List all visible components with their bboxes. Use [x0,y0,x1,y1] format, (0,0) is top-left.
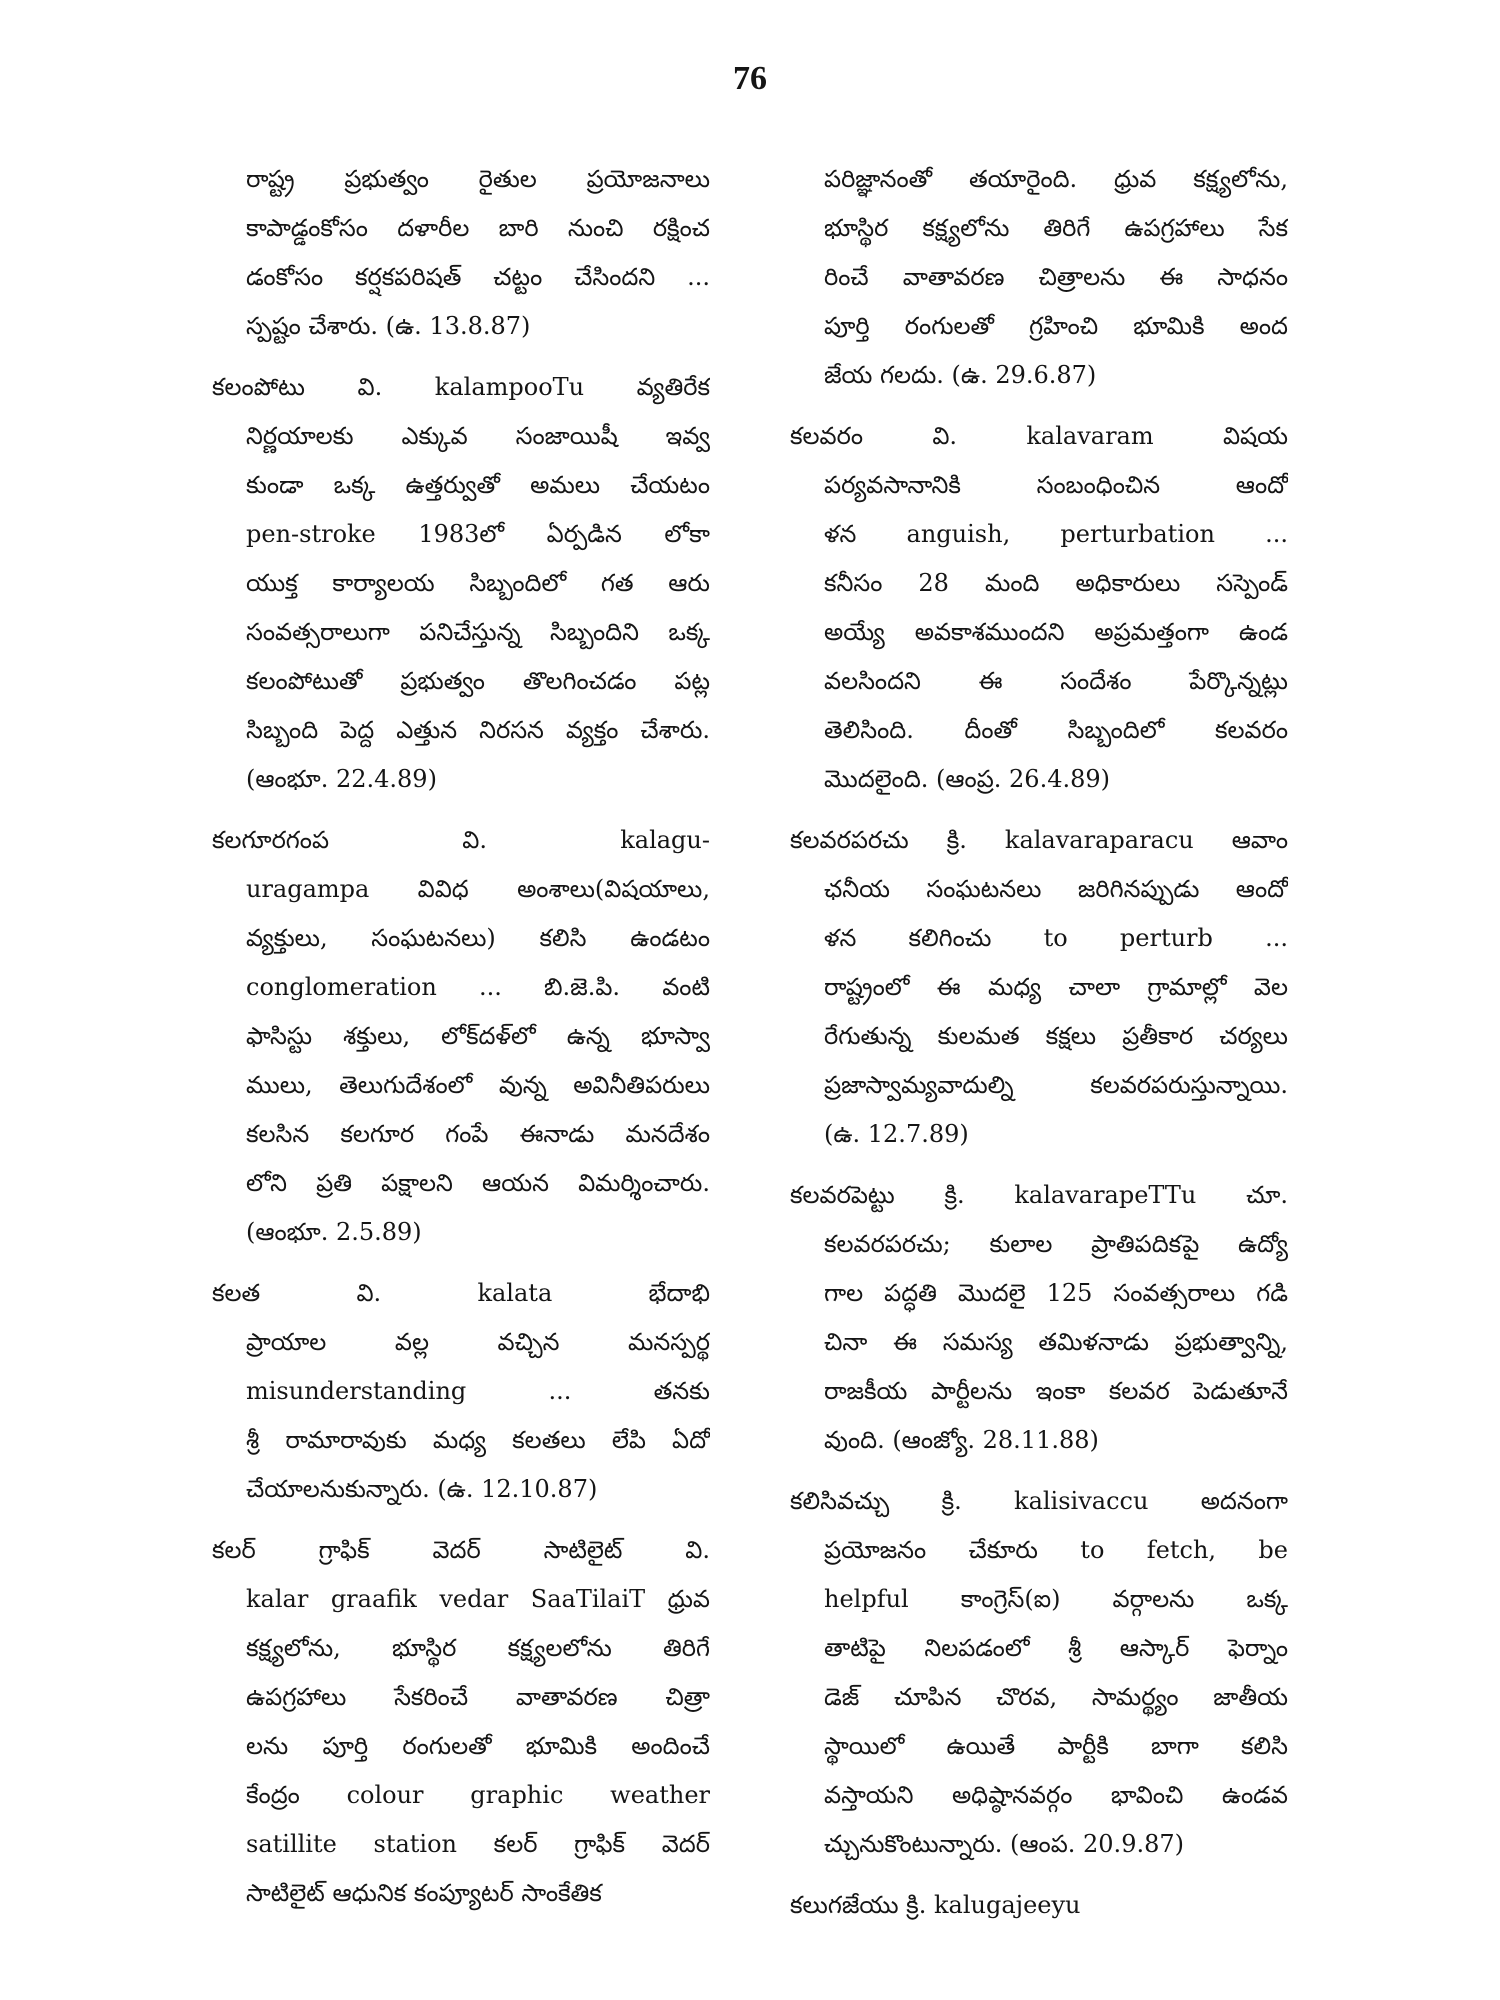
entry-line: చినా ఈ సమస్య తమిళనాడు ప్రభుత్వాన్ని, [824,1328,1288,1356]
entry-line: తెలిసింది. దీంతో సిబ్బందిలో కలవరం [824,716,1288,744]
entry-line: సిబ్బంది పెద్ద ఎత్తున నిరసన వ్యక్తం చేశారు. [246,716,710,744]
dictionary-entry [790,155,1288,400]
entry-line: (ఆంభూ. 2.5.89) [246,1218,422,1246]
entry-line: కలవరపరచు క్రి. kalavaraparacu ఆవాం [790,826,1288,854]
entry-line: వస్తాయని అధిష్ఠానవర్గం భావించి ఉండవ [824,1781,1288,1809]
entry-line: (ఆంభూ. 22.4.89) [246,765,437,793]
entry-line: పర్యవసానానికి సంబంధించిన ఆందో [824,471,1288,499]
entry-line: రించే వాతావరణ చిత్రాలను ఈ సాధనం [824,263,1288,291]
left-column [212,155,710,1930]
entry-line: ళన కలిగించు to perturb ... [824,924,1288,952]
entry-line: వ్యక్తులు, సంఘటనలు) కలిసి ఉండటం [246,924,710,952]
entry-line: kalar graafik vedar SaaTilaiT ధ్రువ [246,1585,710,1613]
right-column [790,155,1288,1942]
entry-line: conglomeration ... బి.జె.పి. వంటి [246,973,710,1001]
entry-line: వుంది. (ఆంజ్యో. 28.11.88) [824,1426,1099,1454]
dictionary-entry [212,1526,710,1918]
entry-line: uragampa వివిధ అంశాలు(విషయాలు, [246,875,710,903]
dictionary-entry [212,816,710,1257]
entry-line: కలంపోటుతో ప్రభుత్వం తొలగించడం పట్ల [246,667,710,695]
entry-line: స్థాయిలో ఉయితే పార్టీకి బాగా కలిసి [824,1732,1288,1760]
entry-line: ళన anguish, perturbation ... [824,520,1288,548]
entry-line: స్పష్టం చేశారు. (ఉ. 13.8.87) [246,312,531,340]
entry-line: పరిజ్ఞానంతో తయారైంది. ధ్రువ కక్ష్యలోను, [824,165,1288,193]
entry-line: తాటిపై నిలపడంలో శ్రీ ఆస్కార్ ఫెర్నాం [824,1634,1288,1662]
entry-line: ప్రాయాల వల్ల వచ్చిన మనస్పర్థ [246,1328,710,1356]
entry-line: రాష్ట్ర ప్రభుత్వం రైతుల ప్రయోజనాలు [246,165,710,193]
entry-line: కాపాడ్డంకోసం దళారీల బారి నుంచి రక్షించ [246,214,710,242]
entry-line: కలత వి. kalata భేదాభి [212,1279,710,1307]
entry-line: కుండా ఒక్క ఉత్తర్వుతో అమలు చేయటం [246,471,710,499]
entry-line: యుక్త కార్యాలయ సిబ్బందిలో గత ఆరు [246,569,710,597]
dictionary-entry [212,155,710,351]
page-number: 76 [733,60,767,97]
entry-line: రాష్ట్రంలో ఈ మధ్య చాలా గ్రామాల్లో వెల [824,973,1288,1001]
entry-line: (ఉ. 12.7.89) [824,1120,969,1148]
entry-line: డెజ్ చూపిన చొరవ, సామర్థ్యం జాతీయ [824,1683,1288,1711]
entry-line: అయ్యే అవకాశముందని అప్రమత్తంగా ఉండ [824,618,1288,646]
dictionary-entry [790,1477,1288,1869]
entry-line: pen-stroke 1983లో ఏర్పడిన లోకా [246,520,710,548]
entry-line: satillite station కలర్ గ్రాఫిక్ వెదర్ [246,1830,710,1858]
entry-line: helpful కాంగ్రెస్(ఐ) వర్గాలను ఒక్క [824,1585,1288,1613]
entry-line: శ్రీ రామారావుకు మధ్య కలతలు లేపి ఏదో [246,1426,710,1454]
entry-line: చేయాలనుకున్నారు. (ఉ. 12.10.87) [246,1475,598,1503]
dictionary-entry [790,816,1288,1159]
entry-line: కలవరం వి. kalavaram విషయ [790,422,1288,450]
dictionary-entry [790,1881,1288,1930]
entry-line: చ్చునుకొంటున్నారు. (ఆంప. 20.9.87) [824,1830,1184,1858]
entry-line: కలర్ గ్రాఫిక్ వెదర్ సాటిలైట్ వి. [212,1536,710,1564]
entry-line: కక్ష్యలోను, భూస్థిర కక్ష్యలలోను తిరిగే [246,1634,710,1662]
entry-line: రేగుతున్న కులమత కక్షలు ప్రతీకార చర్యలు [824,1022,1288,1050]
entry-line: ప్రయోజనం చేకూరు to fetch, be [824,1536,1288,1564]
entry-line: misunderstanding ... తనకు [246,1377,710,1405]
entry-line: రాజకీయ పార్టీలను ఇంకా కలవర పెడుతూనే [824,1377,1288,1405]
entry-line: కలవరపెట్టు క్రి. kalavarapeTTu చూ. [790,1181,1288,1209]
entry-line: కలుగజేయు క్రి. kalugajeeyu [790,1891,1081,1919]
entry-line: ప్రజాస్వామ్యవాదుల్ని కలవరపరుస్తున్నాయి. [824,1071,1288,1099]
entry-line: లను పూర్తి రంగులతో భూమికి అందించే [246,1732,710,1760]
entry-line: కనీసం 28 మంది అధికారులు సస్పెండ్ [824,569,1288,597]
entry-line: ఛనీయ సంఘటనలు జరిగినప్పుడు ఆందో [824,875,1288,903]
dictionary-entry [790,1171,1288,1465]
entry-line: ములు, తెలుగుదేశంలో వున్న అవినీతిపరులు [246,1071,710,1099]
dictionary-entry [212,1269,710,1514]
dictionary-entry [212,363,710,804]
entry-line: గాల పద్ధతి మొదలై 125 సంవత్సరాలు గడి [824,1279,1288,1307]
entry-line: ఉపగ్రహాలు సేకరించే వాతావరణ చిత్రా [246,1683,710,1711]
entry-line: లోని ప్రతి పక్షాలని ఆయన విమర్శించారు. [246,1169,710,1197]
entry-line: కలిసివచ్చు క్రి. kalisivaccu అదనంగా [790,1487,1288,1515]
entry-line: వలసిందని ఈ సందేశం పేర్కొన్నట్లు [824,667,1288,695]
entry-line: ఫాసిస్టు శక్తులు, లోక్‌దళ్‌లో ఉన్న భూస్వా [246,1022,710,1050]
entry-line: పూర్తి రంగులతో గ్రహించి భూమికి అంద [824,312,1288,340]
entry-line: కలసిన కలగూర గంపే ఈనాడు మనదేశం [246,1120,710,1148]
entry-line: జేయ గలదు. (ఉ. 29.6.87) [824,361,1097,389]
entry-line: కలవరపరచు; కులాల ప్రాతిపదికపై ఉద్యో [824,1230,1288,1258]
entry-line: కలగూరగంప వి. kalagu- [212,826,710,854]
entry-line: కలంపోటు వి. kalampooTu వ్యతిరేక [212,373,710,401]
entry-line: కేంద్రం colour graphic weather [246,1781,710,1809]
entry-line: సాటిలైట్ ఆధునిక కంప్యూటర్ సాంకేతిక [246,1879,602,1907]
dictionary-entry [790,412,1288,804]
entry-line: డంకోసం కర్షకపరిషత్ చట్టం చేసిందని ... [246,263,710,291]
entry-line: మొదలైంది. (ఆంప్ర. 26.4.89) [824,765,1110,793]
entry-line: నిర్ణయాలకు ఎక్కువ సంజాయిషీ ఇవ్వ [246,422,710,450]
entry-line: భూస్థిర కక్ష్యలోను తిరిగే ఉపగ్రహాలు సేక [824,214,1288,242]
entry-line: సంవత్సరాలుగా పనిచేస్తున్న సిబ్బందిని ఒక్క [246,618,710,646]
